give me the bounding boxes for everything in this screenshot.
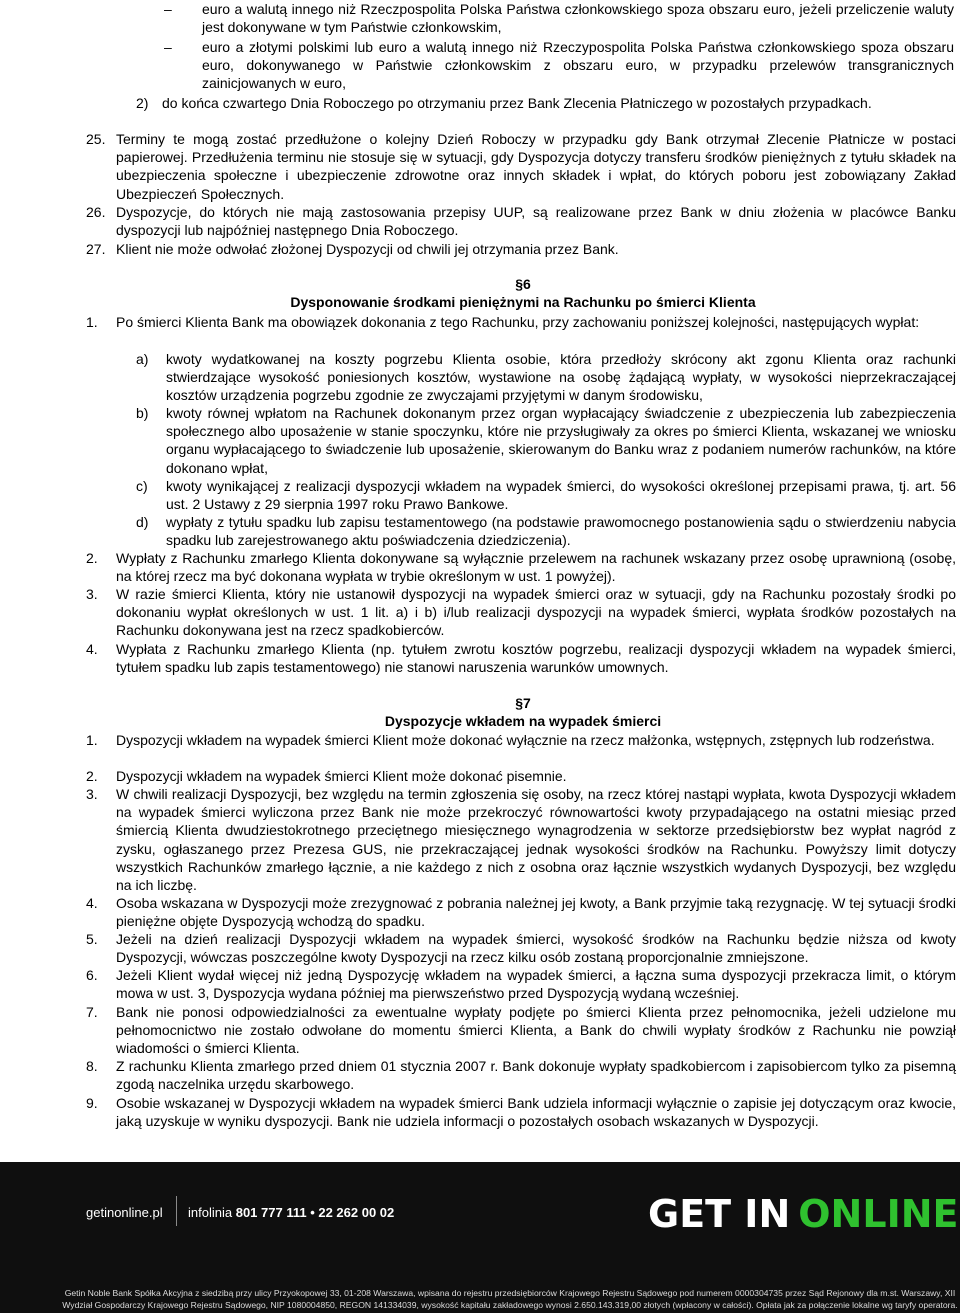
legal-line: Wydział Gospodarczy Krajowego Rejestru Sądowego, NIP 1080004850, REGON 141334039, wysokość kapitału zakładowego wynosi 2.650.143.319,00 złotych (wpłacony w całości). Opłata jak za połączenie lokalne wg taryfy operatora.	[62, 1300, 958, 1310]
footer-divider	[176, 1196, 177, 1226]
list-item	[164, 0, 954, 36]
list-item-text: Wypłaty z Rachunku zmarłego Klienta dokonywane są wyłącznie przelewem na rachunek wskazany przez osobę uprawnioną (osobę, na której rzecz ma być dokonana wypłata w trybie określonym w ust. 1 powyżej).	[116, 550, 956, 585]
list-item-text: kwoty wynikającej z realizacji dyspozycji wkładem na wypadek śmierci, do wysokości określonej przepisami prawa, tj. art. 56 ust. 2 Ustawy z 29 sierpnia 1997 roku Prawo Bankowe.	[166, 478, 956, 513]
list-item	[86, 767, 956, 785]
item-marker: 6.	[86, 967, 98, 983]
section-number: §6	[515, 276, 531, 292]
list-item-text: Osoba wskazana w Dyspozycji może zrezygnować z pobrania należnej jej kwoty, a Bank przyjmie taką rezygnację. W tej sytuacji środki pieniężne objęte Dyspozycją wchodzą do spadku.	[116, 895, 956, 930]
list-item-text: Po śmierci Klienta Bank ma obowiązek dokonania z tego Rachunku, przy zachowaniu poniższej kolejności, następujących wypłat:	[116, 314, 920, 330]
list-item-text: Jeżeli na dzień realizacji Dyspozycji wkładem na wypadek śmierci, wysokość środków na Rachunku będzie niższa od kwoty Dyspozycji, wówczas poszczególne kwoty Dyspozycji na rzecz kilku osób zostaną proporcjonalnie zmniejszone.	[116, 931, 956, 966]
hotline-info	[188, 1205, 394, 1220]
list-item	[86, 549, 956, 585]
list-item-text: kwoty równej wpłatom na Rachunek dokonanym przez organ wypłacający świadczenie z ubezpieczenia lub zabezpieczenia społecznego albo uposażenie w stanie spoczynku, które nie przysługiwały za okres po śmierci Klienta, wskazanej we wniosku organu wypłacającego to świadczenie lub uposażenie, skierowanym do Banku wraz z podaniem numerów rachunków, na które dokonano wpłat,	[166, 405, 956, 476]
list-item	[136, 350, 956, 405]
logo-get-in: GET IN	[648, 1192, 791, 1236]
item-marker: 5.	[86, 931, 98, 947]
list-item	[86, 240, 956, 258]
item-marker: 8.	[86, 1058, 98, 1074]
legal-notice	[62, 1287, 958, 1311]
list-item-text: Z rachunku Klienta zmarłego przed dniem 01 stycznia 2007 r. Bank dokonuje wypłaty spadkobiercom i zapisobiercom tylko za pisemną zgodą naczelnika urzędu skarbowego.	[116, 1058, 956, 1093]
item-marker: a)	[136, 351, 149, 367]
item-marker: c)	[136, 478, 148, 494]
list-item	[86, 1003, 956, 1058]
list-item	[86, 640, 956, 676]
item-marker: 26.	[86, 204, 106, 220]
section-number: §7	[515, 695, 531, 711]
dash-bullet: –	[164, 39, 172, 55]
list-item	[136, 94, 956, 112]
hotline-numbers: 801 777 111 • 22 262 00 02	[235, 1205, 395, 1220]
list-item	[86, 731, 956, 749]
list-item-text: do końca czwartego Dnia Roboczego po otrzymaniu przez Bank Zlecenia Płatniczego w pozostałych przypadkach.	[162, 95, 872, 111]
list-item	[136, 513, 956, 549]
list-item	[86, 785, 956, 894]
list-item-text: Terminy te mogą zostać przedłużone o kolejny Dzień Roboczy w przypadku gdy Bank otrzymał Zlecenie Płatnicze w postaci papierowej. Przedłużenia terminu nie stosuje się w sytuacji, gdy Dyspozycja dotyczy transferu środków pieniężnych z tytułu składek na ubezpieczenia społeczne i ubezpieczenie zdrowotne oraz innych składek i wpłat, do których poboru jest zobowiązany Zakład Ubezpieczeń Społecznych.	[116, 131, 956, 202]
item-marker: d)	[136, 514, 149, 530]
list-item	[86, 313, 956, 331]
dash-bullet: –	[164, 1, 172, 17]
list-item	[136, 477, 956, 513]
list-item	[136, 404, 956, 477]
item-marker: 1.	[86, 314, 98, 330]
item-marker: 3.	[86, 586, 98, 602]
list-item	[86, 966, 956, 1002]
item-marker: 27.	[86, 241, 106, 257]
list-item-text: wypłaty z tytułu spadku lub zapisu testamentowego (na podstawie prawomocnego postanowienia sądu o stwierdzeniu nabycia spadku lub zarejestrowanego aktu poświadczenia dziedziczenia).	[166, 514, 956, 549]
list-item	[86, 930, 956, 966]
item-marker: b)	[136, 405, 149, 421]
list-item	[164, 38, 954, 93]
list-item-text: Osobie wskazanej w Dyspozycji wkładem na wypadek śmierci Bank udziela informacji wyłącznie o zapisie jej dotyczącym oraz kwocie, jaką uzyskuje w wyniku dyspozycji. Bank nie udziela informacji o pozostałych osobach wskazanych w Dyspozycji.	[116, 1095, 956, 1130]
list-item	[86, 1094, 956, 1130]
legal-line: Getin Noble Bank Spółka Akcyjna z siedzibą przy ulicy Przyokopowej 33, 01-208 Warszawa, wpisana do rejestru przedsiębiorców Krajowego Rejestru Sądowego pod numerem 0000304735 przez Sąd Rejonowy dla m.st. Warszawy, XII	[64, 1288, 956, 1298]
list-item-text: Dyspozycji wkładem na wypadek śmierci Klient może dokonać pisemnie.	[116, 768, 567, 784]
list-item	[86, 894, 956, 930]
list-item-text: Wypłata z Rachunku zmarłego Klienta (np. tytułem zwrotu kosztów pogrzebu, realizacji dyspozycji wkładem na wypadek śmierci, tytułem spadku lub zapis testamentowego) nie stanowi naruszenia warunków umownych.	[116, 641, 956, 676]
list-item-text: euro a walutą innego niż Rzeczpospolita Polska Państwa członkowskiego spoza obszaru euro, jeżeli przeliczenie waluty jest dokonywane w tym Państwie członkowskim,	[202, 1, 954, 36]
list-item-text: Bank nie ponosi odpowiedzialności za ewentualne wypłaty podjęte po śmierci Klienta przez pełnomocnika, jeżeli udzielone mu pełnomocnictwo nie zostało odwołane do momentu śmierci Klienta, a Bank do chwili wypłaty środków z Rachunku nie powziął wiadomości o śmierci Klienta.	[116, 1004, 956, 1057]
list-item-text: euro a złotymi polskimi lub euro a walutą innego niż Rzeczypospolita Polska Państwa członkowskiego spoza obszaru euro, dokonywanego w Państwie członkowskim z obszaru euro, w przypadku przelewów transgranicznych zainicjowanych w euro,	[202, 39, 954, 92]
section-title: Dysponowanie środkami pieniężnymi na Rachunku po śmierci Klienta	[290, 294, 756, 310]
list-item-text: W razie śmierci Klienta, który nie ustanowił dyspozycji na wypadek śmierci oraz w sytuacji, gdy na Rachunku pozostały środki po dokonaniu wypłat określonych w ust. 1 lit. a) i b) i/lub realizacji dyspozycji na wypadek śmierci, wypłata środków pozostałych na Rachunku dokonywana jest na rzecz spadkobierców.	[116, 586, 956, 639]
logo-online: ONLINE	[798, 1192, 959, 1236]
item-marker: 25.	[86, 131, 106, 147]
list-item-text: Dyspozycji wkładem na wypadek śmierci Klient może dokonać wyłącznie na rzecz małżonka, wstępnych, zstępnych lub rodzeństwa.	[116, 732, 935, 748]
brand-logo	[648, 1192, 958, 1236]
item-marker: 4.	[86, 641, 98, 657]
item-marker: 7.	[86, 1004, 98, 1020]
item-marker: 1.	[86, 732, 98, 748]
item-marker: 9.	[86, 1095, 98, 1111]
section-title: Dyspozycje wkładem na wypadek śmierci	[384, 713, 662, 729]
item-marker: 2)	[136, 95, 149, 111]
page-footer	[0, 1162, 960, 1313]
list-item	[86, 585, 956, 640]
list-item-text: Klient nie może odwołać złożonej Dyspozycji od chwili jej otrzymania przez Bank.	[116, 241, 619, 257]
list-item-text: Jeżeli Klient wydał więcej niż jedną Dyspozycję wkładem na wypadek śmierci, a łączna suma dyspozycji przekracza limit, o którym mowa w ust. 3, Dyspozycja wydana później ma pierwszeństwo przed Dyspozycją wydaną wcześniej.	[116, 967, 956, 1002]
item-marker: 4.	[86, 895, 98, 911]
list-item-text: W chwili realizacji Dyspozycji, bez względu na termin zgłoszenia się osoby, na rzecz której nastąpi wypłata, kwota Dyspozycji wkładem na wypadek śmierci wyliczona przez Bank nie może przekroczyć równowartości kwoty przypadającego na ostatni miesiąc przed śmiercią Klienta dwudziestokrotnego przeciętnego miesięcznego wynagrodzenia w sektorze przedsiębiorstw bez wypłat nagród z zysku, ogłaszanego przez Prezesa GUS, nie przekraczającej jednak wysokości środków na Rachunku. Powyższy limit dotyczy wszystkich Rachunków zmarłego łącznie, a nie każdego z nich z osobna oraz łącznie wszystkich wydanych Dyspozycji, bez względu na ich liczbę.	[116, 786, 956, 894]
list-item-text: Dyspozycje, do których nie mają zastosowania przepisy UUP, są realizowane przez Bank w dniu złożenia w placówce Banku dyspozycji lub najpóźniej następnego Dnia Roboczego.	[116, 204, 956, 239]
item-marker: 2.	[86, 768, 98, 784]
item-marker: 2.	[86, 550, 98, 566]
list-item	[86, 1057, 956, 1093]
list-item-text: kwoty wydatkowanej na koszty pogrzebu Klienta osobie, która przedłoży skrócony akt zgonu Klienta oraz rachunki stwierdzające wysokość poniesionych kosztów, wystawione na osobę żądającą wypłaty, w wysokości nieprzekraczającej kosztów urządzenia pogrzebu zgodnie ze zwyczajami przyjętymi w danym środowisku,	[166, 351, 956, 404]
website-link[interactable]: getinonline.pl	[86, 1205, 163, 1220]
hotline-label: infolinia	[188, 1205, 233, 1220]
list-item	[86, 203, 956, 239]
item-marker: 3.	[86, 786, 98, 802]
list-item	[86, 130, 956, 203]
